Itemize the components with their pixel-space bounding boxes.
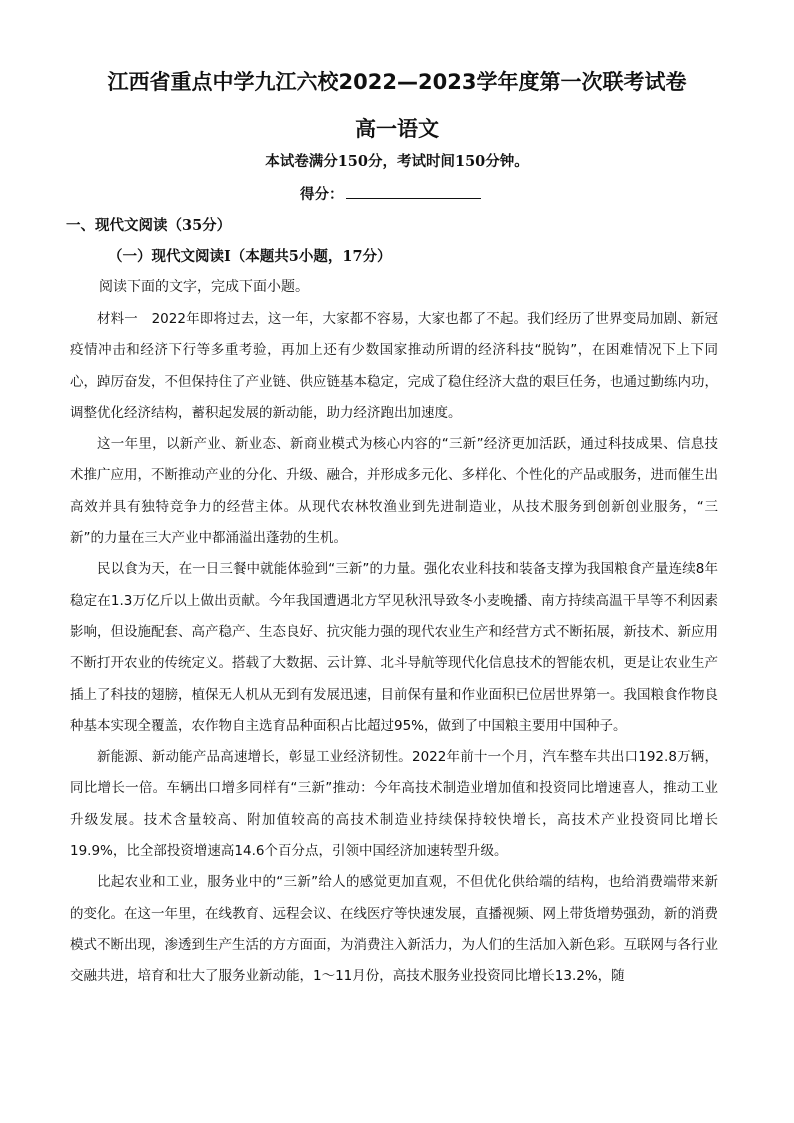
score-blank[interactable] [346,184,481,199]
paragraph: 新能源、新动能产品高速增长，彰显工业经济韧性。2022年前十一个月，汽车整车共出口192.8万辆，同比增长一倍。车辆出口增多同样有“三新”推动：今年高技术制造业增加值和投资同比增速喜人，推动工业升级发展。技术含量较高、附加值较高的高技术制造业持续保持较快增长，高技术产业投资同比增长19.9%，比全部投资增速高14.6个百分点，引领中国经济加速转型升级。 [70,749,718,860]
exam-title: 江西省重点中学九江六校2022—2023学年度第一次联考试卷 [107,70,687,94]
material-text [70,304,718,993]
reading-instruction: 阅读下面的文字，完成下面小题。 [99,279,309,295]
paragraph: 这一年里，以新产业、新业态、新商业模式为核心内容的“三新”经济更加活跃，通过科技成果、信息技术推广应用，不断推动产业的分化、升级、融合，并形成多元化、多样化、个性化的产品或服务，进而催生出高效并具有独特竞争力的经营主体。从现代农林牧渔业到先进制造业，从技术服务到创新创业服务，“三新”的力量在三大产业中都涌溢出蓬勃的生机。 [70,436,718,547]
exam-note: 本试卷满分150分，考试时间150分钟。 [265,153,529,170]
subsection-heading: （一）现代文阅读Ⅰ（本题共5小题，17分） [108,248,392,265]
paragraph: 民以食为天，在一日三餐中就能体验到“三新”的力量。强化农业科技和装备支撑为我国粮食产量连续8年稳定在1.3万亿斤以上做出贡献。今年我国遭遇北方罕见秋汛导致冬小麦晚播、南方持续高温干旱等不利因素影响，但设施配套、高产稳产、生态良好、抗灾能力强的现代农业生产和经营方式不断拓展，新技术、新应用不断打开农业的传统定义。搭载了大数据、云计算、北斗导航等现代化信息技术的智能农机，更是让农业生产插上了科技的翅膀，植保无人机从无到有发展迅速，目前保有量和作业面积已位居世界第一。我国粮食作物良种基本实现全覆盖，农作物自主选育品种面积占比超过95%，做到了中国粮主要用中国种子。 [70,561,718,734]
paragraph: 材料一 2022年即将过去，这一年，大家都不容易，大家也都了不起。我们经历了世界变局加剧、新冠疫情冲击和经济下行等多重考验，再加上还有少数国家推动所谓的经济科技“脱钩”，在困难情况下上下同心，踔厉奋发，不但保持住了产业链、供应链基本稳定，完成了稳住经济大盘的艰巨任务，也通过勤练内功，调整优化经济结构，蓄积起发展的新动能，助力经济跑出加速度。 [70,311,718,421]
section-heading: 一、现代文阅读（35分） [66,217,232,234]
score-label: 得分： [300,186,344,203]
score-line [300,183,481,204]
exam-subject: 高一语文 [355,117,439,141]
paragraph: 比起农业和工业，服务业中的“三新”给人的感觉更加直观，不但优化供给端的结构，也给消费端带来新的变化。在这一年里，在线教育、远程会议、在线医疗等快速发展，直播视频、网上带货增势强劲，新的消费模式不断出现，渗透到生产生活的方方面面，为消费注入新活力，为人们的生活加入新色彩。互联网与各行业交融共进，培育和壮大了服务业新动能，1～11月份，高技术服务业投资同比增长13.2%，随 [70,874,718,985]
